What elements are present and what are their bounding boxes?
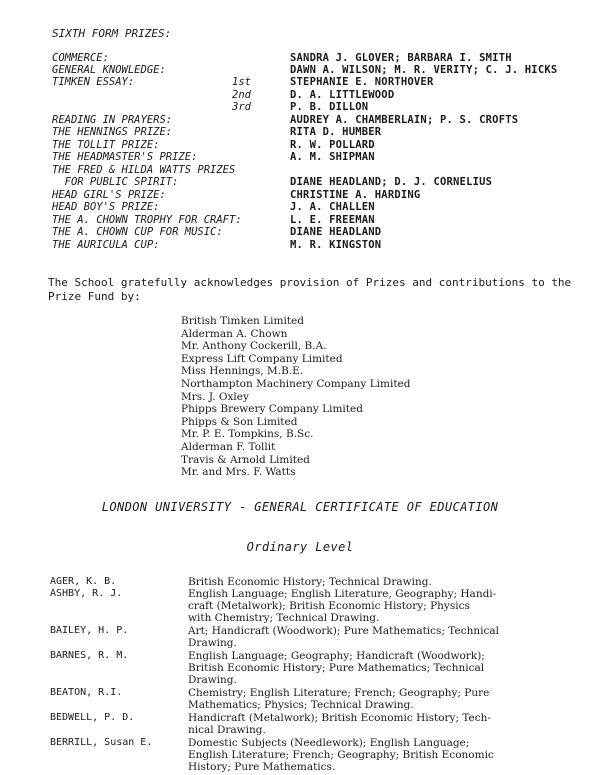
candidate-subjects: English Language; English Literature, Geography; Handi- (188, 588, 497, 600)
prize-name: THE A. CHOWN TROPHY FOR CRAFT: (52, 214, 242, 226)
prize-winner: L. E. FREEMAN (290, 214, 375, 226)
prize-winner: M. R. KINGSTON (290, 239, 382, 251)
prize-name: THE FRED & HILDA WATTS PRIZES (52, 164, 236, 176)
prize-winner: DIANE HEADLAND (290, 226, 382, 238)
prize-winner: AUDREY A. CHAMBERLAIN; P. S. CROFTS (290, 114, 519, 126)
candidate-subjects: British Economic History; Pure Mathematics; Technical (188, 662, 485, 675)
prize-name: THE HEADMASTER'S PRIZE: (52, 151, 198, 163)
donor-name: Phipps Brewery Company Limited (181, 403, 363, 416)
candidate-subjects: Mathematics; Physics; Technical Drawing. (188, 699, 414, 712)
prize-name: THE TOLLIT PRIZE: (52, 139, 160, 151)
prize-winner: J. A. CHALLEN (290, 201, 375, 213)
candidate-subjects: Art; Handicraft (Woodwork); Pure Mathematics; Technical (188, 625, 499, 637)
donor-name: Phipps & Son Limited (181, 415, 298, 428)
prize-winner: CHRISTINE A. HARDING (290, 189, 421, 201)
candidate-subjects: History; Pure Mathematics. (188, 761, 336, 774)
candidate-subjects: Drawing. (188, 637, 237, 650)
prize-winner: A. M. SHIPMAN (290, 151, 375, 163)
prize-winner: STEPHANIE E. NORTHOVER (290, 76, 434, 88)
prize-name: THE HENNINGS PRIZE: (52, 126, 173, 138)
gce-heading: LONDON UNIVERSITY - GENERAL CERTIFICATE OF EDUCATION (101, 500, 499, 514)
candidate-subjects: Drawing. (188, 674, 237, 687)
candidate-name: BARNES, R. M. (50, 650, 129, 661)
donor-name: Alderman A. Chown (181, 327, 288, 340)
donor-name: Alderman F. Tollit (181, 441, 276, 453)
candidate-subjects: Chemistry; English Literature; French; Geography; Pure (188, 687, 490, 699)
donor-name: Mr. P. E. Tompkins, B.Sc. (181, 428, 314, 441)
candidate-name: AGER, K. B. (50, 576, 117, 587)
candidate-subjects: English Language; Geography; Handicraft (Woodwork); (188, 650, 485, 662)
candidate-name: BEATON, R.I. (50, 687, 123, 698)
candidate-name: BAILEY, H. P. (50, 625, 129, 636)
prize-winner: D. A. LITTLEWOOD (290, 89, 395, 101)
candidate-subjects: with Chemistry; Technical Drawing. (188, 612, 380, 625)
donor-name: British Timken Limited (181, 315, 304, 327)
prize-name: COMMERCE: (52, 52, 109, 64)
candidate-subjects: British Economic History; Technical Drawing. (188, 576, 432, 588)
candidate-subjects: nical Drawing. (188, 724, 266, 737)
sixth-form-title: SIXTH FORM PRIZES: (52, 27, 172, 40)
prize-winner: DIANE HEADLAND; D. J. CORNELIUS (290, 176, 493, 188)
acknowledgement-line-2: Prize Fund by: (48, 290, 141, 303)
candidate-name: BERRILL, Susan E. (50, 737, 153, 748)
candidate-name: BEDWELL, P. D. (50, 712, 135, 723)
candidate-name: ASHBY, R. J. (50, 588, 123, 599)
donor-name: Northampton Machinery Company Limited (181, 378, 411, 390)
candidate-subjects: Handicraft (Metalwork); British Economic History; Tech- (188, 712, 491, 724)
prize-place: 3rd (232, 101, 251, 113)
candidate-subjects: craft (Metalwork); British Economic History; Physics (188, 600, 470, 613)
prize-place: 2nd (232, 89, 251, 101)
donor-name: Travis & Arnold Limited (181, 453, 310, 466)
donor-name: Mr. Anthony Cockerill, B.A. (181, 340, 327, 353)
prize-winner: DAWN A. WILSON; M. R. VERITY; C. J. HICKS (290, 64, 558, 76)
donor-name: Miss Hennings, M.B.E. (181, 365, 304, 378)
gce-subheading: Ordinary Level (246, 540, 354, 554)
candidate-subjects: Domestic Subjects (Needlework); English Language; (188, 737, 470, 749)
donor-name: Mrs. J. Oxley (181, 390, 249, 403)
prize-name: HEAD BOY'S PRIZE: (52, 201, 160, 213)
prize-winner: SANDRA J. GLOVER; BARBARA I. SMITH (290, 52, 512, 64)
donor-name: Express Lift Company Limited (181, 352, 343, 365)
prize-place: 1st (232, 76, 251, 88)
prize-name: THE A. CHOWN CUP FOR MUSIC: (52, 226, 223, 238)
acknowledgement-line-1: The School gratefully acknowledges provision of Prizes and contributions to the (48, 276, 572, 289)
prize-name: HEAD GIRL'S PRIZE: (52, 189, 166, 201)
prize-name: FOR PUBLIC SPIRIT: (52, 176, 179, 188)
candidate-subjects: English Literature; French; Geography; British Economic (188, 749, 494, 762)
prize-name: THE AURICULA CUP: (52, 239, 160, 251)
prize-winner: P. B. DILLON (290, 101, 369, 113)
prize-name: READING IN PRAYERS: (52, 114, 173, 126)
prize-name: GENERAL KNOWLEDGE: (52, 64, 166, 76)
prize-winner: R. W. POLLARD (290, 139, 375, 151)
prize-winner: RITA D. HUMBER (290, 126, 382, 138)
donor-name: Mr. and Mrs. F. Watts (181, 466, 296, 479)
prize-name: TIMKEN ESSAY: (52, 76, 135, 88)
